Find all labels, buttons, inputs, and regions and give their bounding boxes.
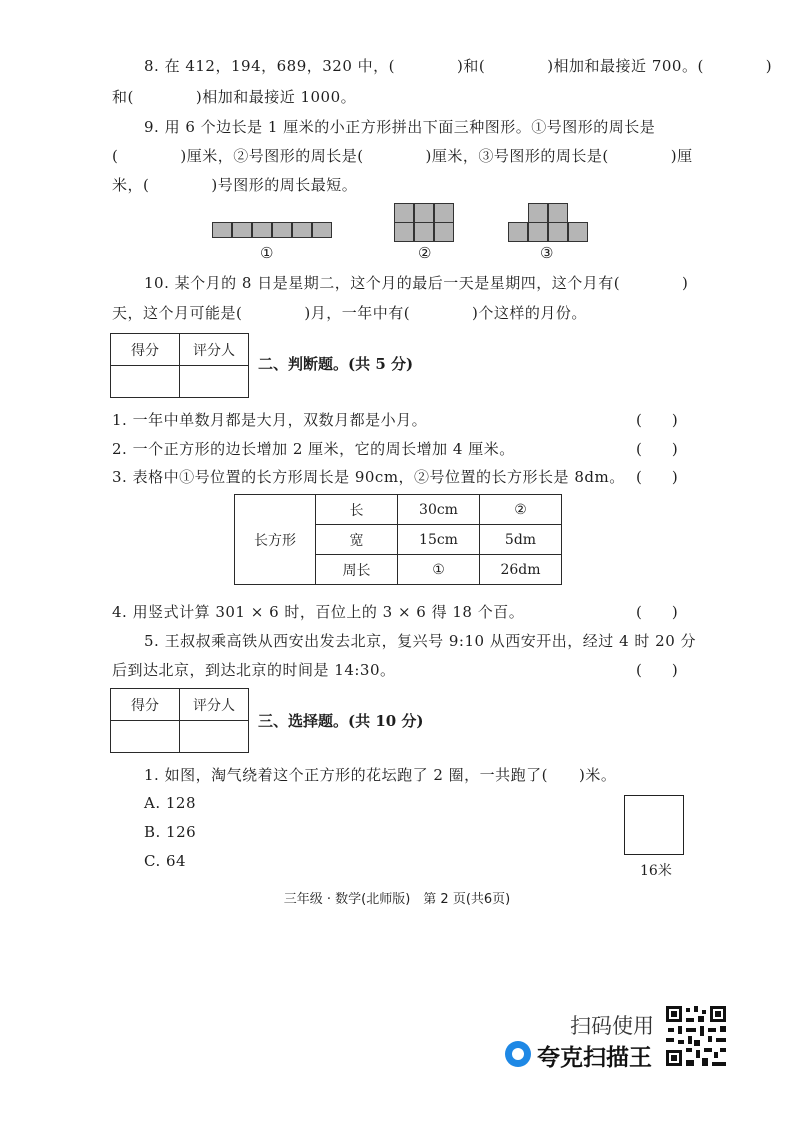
section3-title: 三、选择题。(共 10 分) xyxy=(258,712,424,730)
grader-header: 评分人 xyxy=(180,334,249,366)
scan-to-use-text: 扫码使用 xyxy=(570,1014,654,1038)
grader-header: 评分人 xyxy=(180,689,249,721)
judge-item-1: 1. 一年中单数月都是大月，双数月都是小月。 xyxy=(112,411,428,429)
shape-2-label: ② xyxy=(418,244,432,262)
choice-option-a[interactable]: A. 128 xyxy=(144,794,196,812)
judge-paren-3[interactable]: ( ) xyxy=(636,468,678,486)
score-box-section3 xyxy=(110,688,249,753)
choice-q1: 1. 如图，淘气绕着这个正方形的花坛跑了 2 圈，一共跑了( )米。 xyxy=(144,766,617,784)
rect-table-cell: 26dm xyxy=(480,555,562,585)
qr-code-icon[interactable] xyxy=(664,1004,728,1072)
rect-table-cell: 周长 xyxy=(316,555,398,585)
section2-title: 二、判断题。(共 5 分) xyxy=(258,355,414,373)
rect-table-cell: 长 xyxy=(316,495,398,525)
q9-line2: ( )厘米，②号图形的周长是( )厘米，③号图形的周长是( )厘 xyxy=(112,147,693,165)
flowerbed-square xyxy=(624,795,684,855)
rectangle-table xyxy=(234,494,562,585)
q9-line1: 9. 用 6 个边长是 1 厘米的小正方形拼出下面三种图形。①号图形的周长是 xyxy=(144,118,656,136)
quark-brand-text: 夸克扫描王 xyxy=(537,1045,652,1071)
score-cell[interactable] xyxy=(111,721,180,753)
quark-logo-icon xyxy=(505,1041,531,1067)
judge-paren-2[interactable]: ( ) xyxy=(636,440,678,458)
rect-table-cell: 30cm xyxy=(398,495,480,525)
shape-3-label: ③ xyxy=(540,244,554,262)
judge-paren-1[interactable]: ( ) xyxy=(636,411,678,429)
page-footer: 三年级 · 数学(北师版) 第 2 页(共6页) xyxy=(283,892,511,907)
score-header: 得分 xyxy=(111,334,180,366)
rect-table-cell: 宽 xyxy=(316,525,398,555)
judge-item-5-line2: 后到达北京，到达北京的时间是 14:30。 xyxy=(112,661,396,679)
shape-1-label: ① xyxy=(260,244,274,262)
grader-cell[interactable] xyxy=(180,721,249,753)
q10-line2: 天，这个月可能是( )月，一年中有( )个这样的月份。 xyxy=(112,304,587,322)
q10-line1: 10. 某个月的 8 日是星期二，这个月的最后一天是星期四，这个月有( ) xyxy=(144,274,689,292)
score-header: 得分 xyxy=(111,689,180,721)
rect-table-cell: 5dm xyxy=(480,525,562,555)
rect-table-cell: 15cm xyxy=(398,525,480,555)
score-box-section2 xyxy=(110,333,249,398)
q8-line1: 8. 在 412，194，689，320 中，( )和( )相加和最接近 700。( ) xyxy=(144,57,773,75)
choice-option-c[interactable]: C. 64 xyxy=(144,852,187,870)
choice-option-b[interactable]: B. 126 xyxy=(144,823,197,841)
score-cell[interactable] xyxy=(111,366,180,398)
judge-item-2: 2. 一个正方形的边长增加 2 厘米，它的周长增加 4 厘米。 xyxy=(112,440,515,458)
grader-cell[interactable] xyxy=(180,366,249,398)
q8-line2: 和( )相加和最接近 1000。 xyxy=(112,88,357,106)
rect-table-cell: ② xyxy=(480,495,562,525)
judge-item-5-line1: 5. 王叔叔乘高铁从西安出发去北京，复兴号 9:10 从西安开出，经过 4 时 20 分 xyxy=(144,632,697,650)
square-side-label: 16米 xyxy=(640,863,672,879)
rect-table-cell: ① xyxy=(398,555,480,585)
rect-table-row-header: 长方形 xyxy=(235,495,316,585)
judge-item-3: 3. 表格中①号位置的长方形周长是 90cm，②号位置的长方形长是 8dm。 xyxy=(112,468,625,486)
q9-line3: 米，( )号图形的周长最短。 xyxy=(112,176,358,194)
judge-paren-5[interactable]: ( ) xyxy=(636,661,678,679)
judge-item-4: 4. 用竖式计算 301 × 6 时，百位上的 3 × 6 得 18 个百。 xyxy=(112,603,525,621)
judge-paren-4[interactable]: ( ) xyxy=(636,603,678,621)
